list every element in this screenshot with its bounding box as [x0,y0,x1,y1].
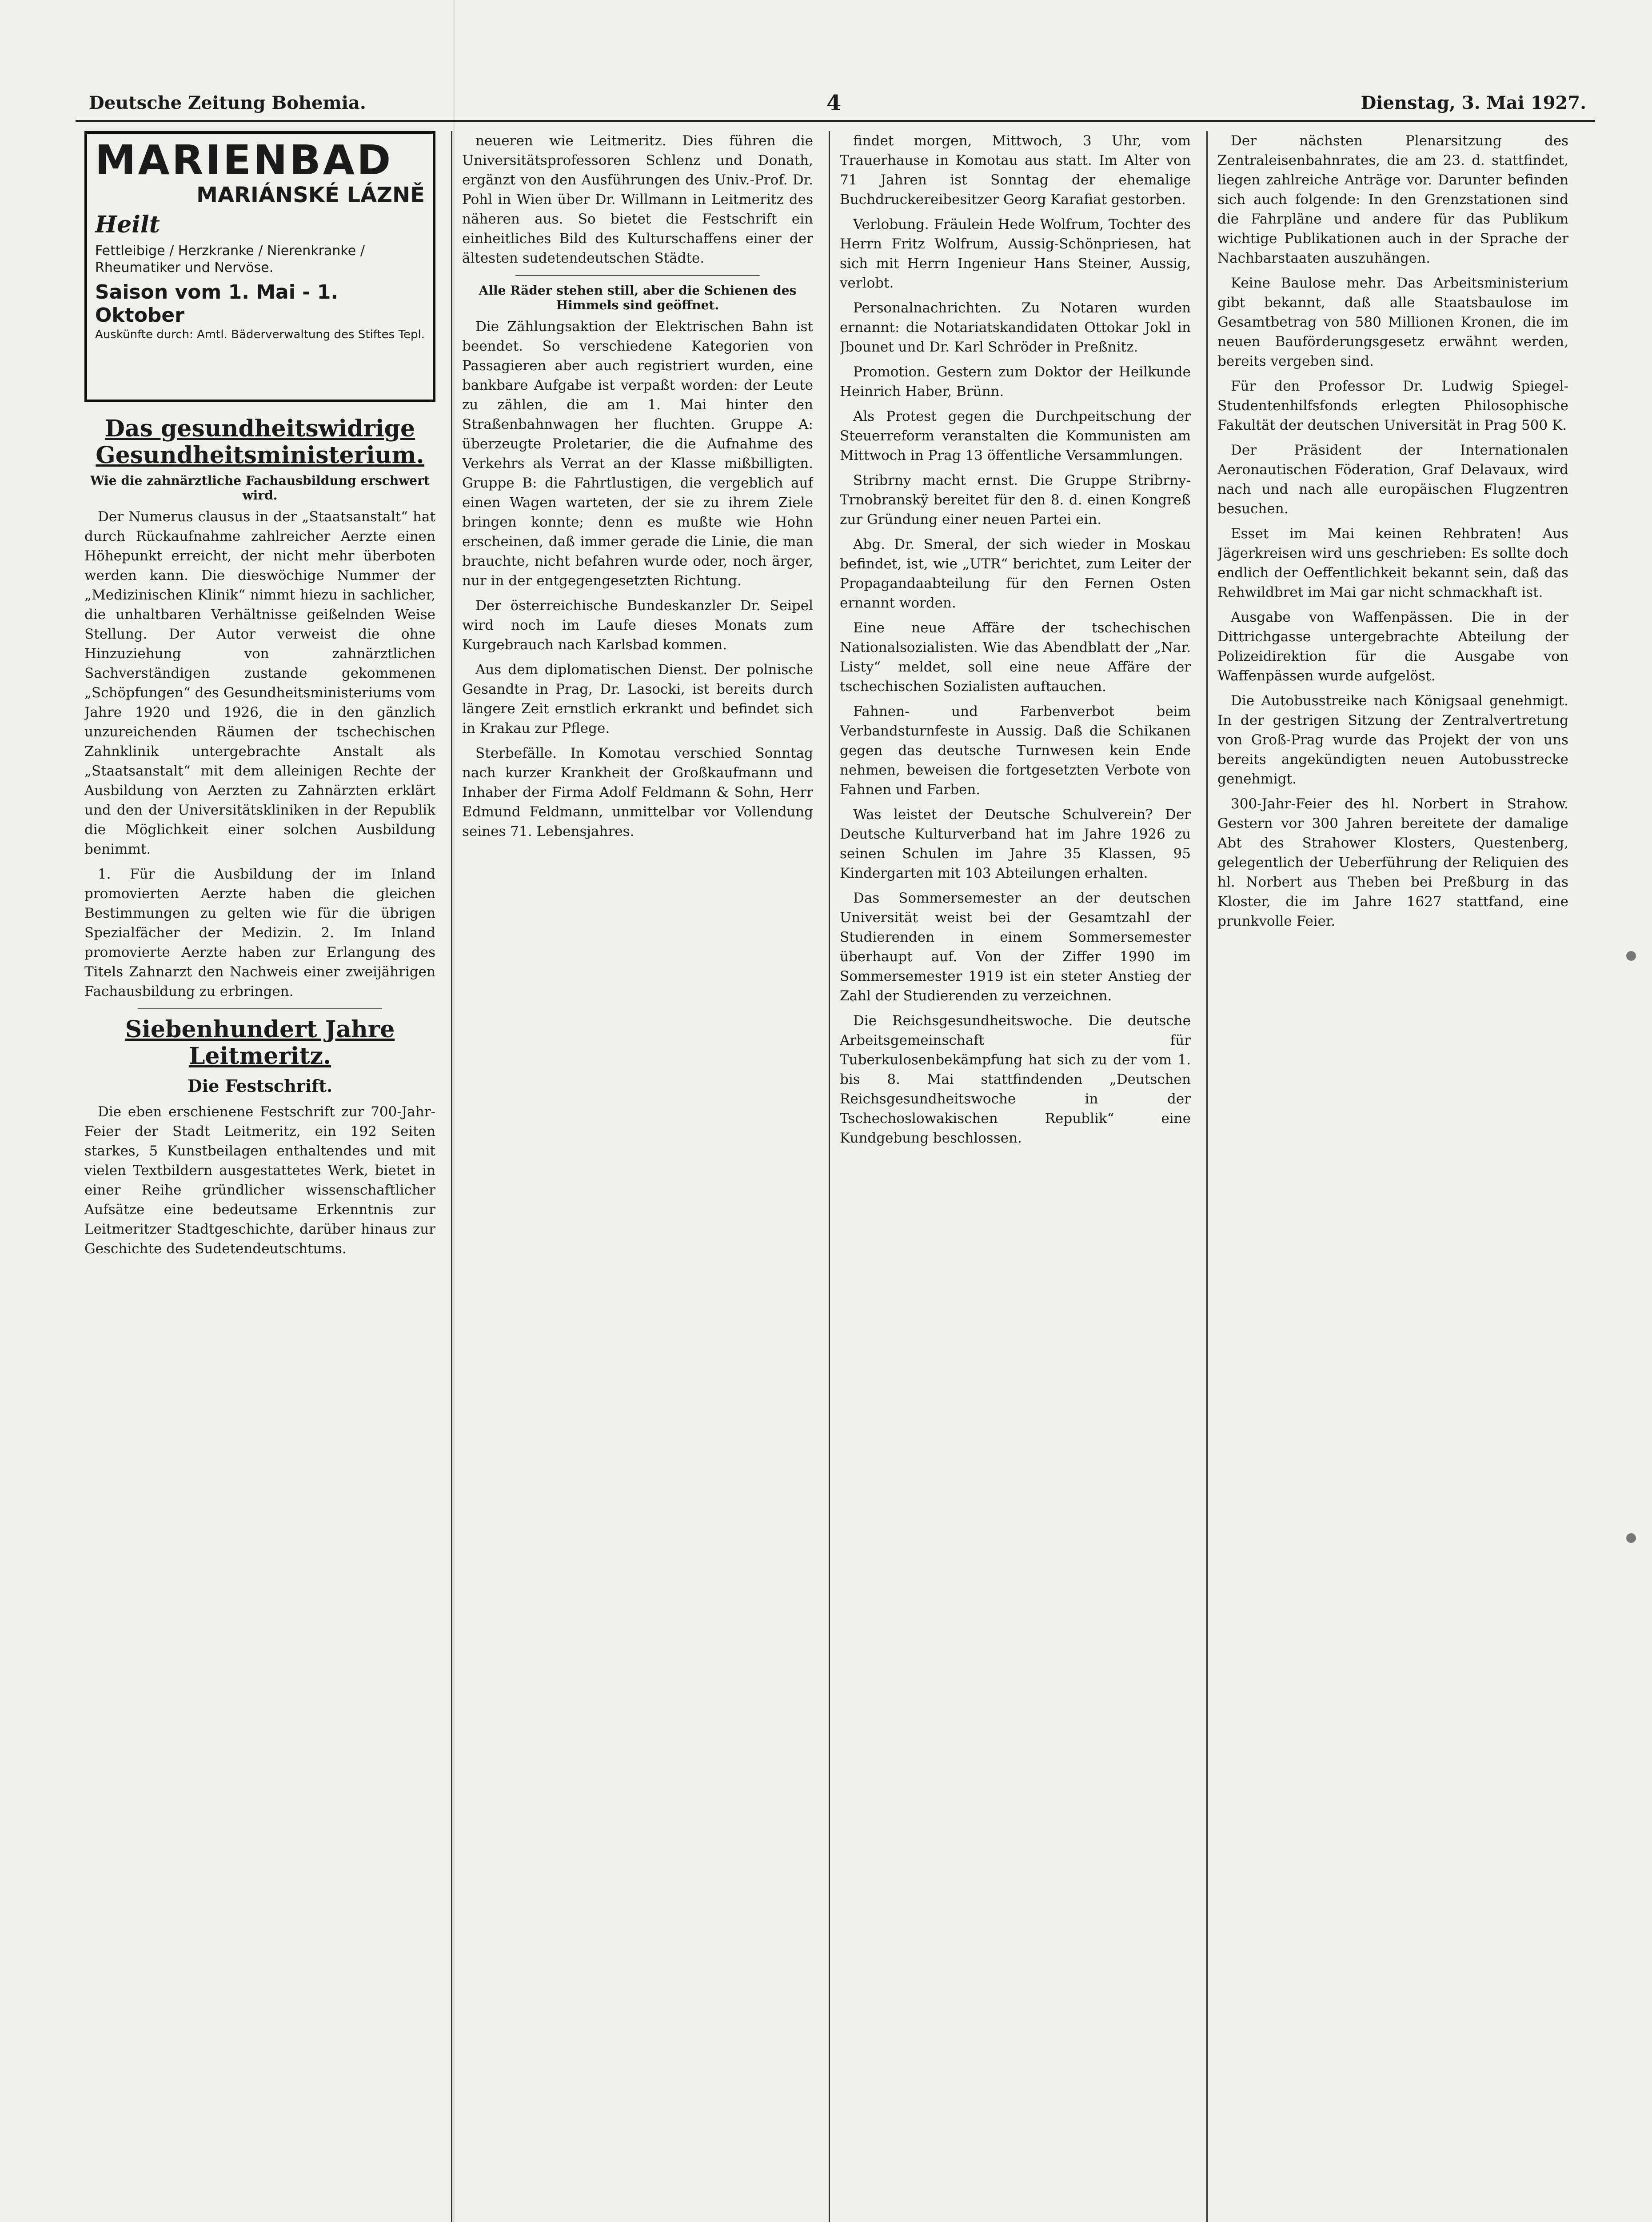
article-text: Verlobung. Fräulein Hede Wolfrum, Tochter des Herrn Fritz Wolfrum, Aussig-Schönpriesen, hat sich mit Herrn Ingenieur Hans Steiner, Aussig, verlobt. [840,216,1191,291]
article-text: Aus dem diplomatischen Dienst. Der polnische Gesandte in Prag, Dr. Lasocki, ist bereits durch längere Zeit ernstlich erkrankt und befindet sich in Krakau zur Pflege. [462,662,813,736]
article-text: Der österreichische Bundeskanzler Dr. Seipel wird noch im Laufe dieses Monats zum Kurgebrauch nach Karlsbad kommen. [462,598,813,653]
article-text: findet morgen, Mittwoch, 3 Uhr, vom Trauerhause in Komotau aus statt. Im Alter von 71 Jahren ist Sonntag der ehemalige Buchdruckereibesitzer Georg Karafiat gestorben. [840,133,1191,208]
ad-season: Saison vom 1. Mai - 1. Oktober [95,281,339,327]
column-rule [451,131,452,2222]
article-text: Der Numerus clausus in der „Staatsanstalt“ hat durch Rückaufnahme zahlreicher Aerzte einen Höhepunkt erreicht, der nicht mehr überboten werden kann. Die dieswöchige Nummer der „Medizinischen Klinik“ nimmt hiezu in sachlicher, die unhaltbaren Verhältnisse geißelnden Weise Stellung. Der Autor verweist die ohne Hinzuziehung von zahnärztlichen Sachverständigen zustande gekommenen „Schöpfungen“ des Gesundheitsministeriums vom Jahre 1920 und 1926, die in den gänzlich unzureichenden Räumen der tschechischen Zahnklinik untergebrachte Anstalt als „Staatsanstalt“ mit dem alleinigen Rechte der Ausbildung von Aerzten zu Zahnärzten erklärt und den der Universitätskliniken in der Republik die Möglichkeit einer solchen Ausbildung benimmt. [84,509,435,857]
article-text: neueren wie Leitmeritz. Dies führen die Universitätsprofessoren Schlenz und Donath, ergänzt von den Ausführungen des Univ.-Prof. Dr. Pohl in Wien über Dr. Willmann in Leitmeritz des näheren aus. So bietet die Festschrift ein einheitliches Bild des Kulturschaffens einer der ältesten sudetendeutschen Städte. [462,133,813,266]
article-text: Das Sommersemester an der deutschen Universität weist bei der Gesamtzahl der Studierenden in einem Sommersemester überhaupt auf. Von der Ziffer 1990 im Sommersemester 1919 ist ein steter Anstieg der Zahl der Studierenden zu verzeichnen. [840,890,1191,1004]
ad-title: MARIENBAD [95,136,393,184]
masthead-title: Deutsche Zeitung Bohemia. [89,92,366,113]
article-text: Keine Baulose mehr. Das Arbeitsministerium gibt bekannt, daß alle Staatsbaulose im Gesamtbetrag von 580 Millionen Kronen, die im neuen Bauförderungsgesetz erwähnt werden, bereits vergeben sind. [1217,275,1568,369]
article-text: Für den Professor Dr. Ludwig Spiegel-Studentenhilfsfonds erlegten Philosophische Fakultät der deutschen Universität in Prag 500 K. [1217,378,1568,433]
binding-hole [1626,951,1636,961]
divider [515,275,760,276]
article-text: Als Protest gegen die Durchpeitschung der Steuerreform veranstalten die Kommunisten am Mittwoch in Prag 13 öffentliche Versammlungen. [840,408,1191,464]
article-title: Siebenhundert Jahre Leitmeritz. [125,1016,395,1070]
column-2 [462,131,813,2222]
article-text: Abg. Dr. Smeral, der sich wieder in Moskau befindet, ist, wie „UTR“ berichtet, zum Leiter der Propagandaabteilung für den Fernen Osten ernannt worden. [840,536,1191,611]
column-rule [1206,131,1208,2222]
page-number: 4 [826,91,842,116]
article-text: Was leistet der Deutsche Schulverein? Der Deutsche Kulturverband hat im Jahre 1926 zu seinen Schulen im Jahre 35 Klassen, 95 Kindergarten mit 103 Abteilungen erhalten. [840,807,1191,881]
article-text: Ausgabe von Waffenpässen. Die in der Dittrichgasse untergebrachte Abteilung der Polizeidirektion für die Ausgabe von Waffenpässen wurde aufgelöst. [1217,609,1568,684]
article-title: Das gesundheitswidrige Gesundheitsministerium. [96,415,424,469]
column-3 [840,131,1191,2222]
article-text: Die eben erschienene Festschrift zur 700-Jahr-Feier der Stadt Leitmeritz, ein 192 Seiten starkes, 5 Kunstbeilagen enthaltendes und mit vielen Textbildern ausgestattetes Werk, bietet in einer Reihe gründlicher wissenschaftlicher Aufsätze eine bedeutsame Erkenntnis zur Leitmeritzer Stadtgeschichte, darüber hinaus zur Geschichte des Sudetendeutschtums. [84,1104,435,1257]
article-text: Sterbefälle. In Komotau verschied Sonntag nach kurzer Krankheit der Großkaufmann und Inhaber der Firma Adolf Feldmann & Sohn, Herr Edmund Feldmann, unmittelbar vor Vollendung seines 71. Lebensjahres. [462,745,813,839]
column-4 [1217,131,1568,2222]
article-text: Die Zählungsaktion der Elektrischen Bahn ist beendet. So verschiedene Kategorien von Passagieren aber auch registriert wurden, eine bankbare Aufgabe ist verpaßt worden: der Leute zu zählen, die am 1. Mai hinter den Straßenbahnwagen her fluchten. Gruppe A: überzeugte Proletarier, die die Aufnahme des Verkehrs als Verrat an der Klasse mißbilligten. Gruppe B: die Fahrtlustigen, die vergeblich auf einen Wagen warteten, der sie zu ihrem Ziele bringen konnte; denn es mußte wie Hohn erscheinen, daß immer gerade die Linie, die man brauchte, nicht befahren wurde oder, noch ärger, nur in der entgegengesetzten Richtung. [462,319,813,589]
article-text: Eine neue Affäre der tschechischen Nationalsozialisten. Wie das Abendblatt der „Nar. Listy“ meldet, soll eine neue Affäre der tschechischen Sozialisten auftauchen. [840,620,1191,695]
article-text: Promotion. Gestern zum Doktor der Heilkunde Heinrich Haber, Brünn. [840,364,1191,400]
article-text: Esset im Mai keinen Rehbraten! Aus Jägerkreisen wird uns geschrieben: Es sollte doch endlich der Oeffentlichkeit bekannt sein, daß das Rehwildbret im Mai gar nicht schmackhaft ist. [1217,526,1568,600]
divider [138,1008,382,1009]
column-rule [829,131,830,2222]
ad-heilt: Heilt [95,211,160,238]
article-text: Der nächsten Plenarsitzung des Zentraleisenbahnrates, die am 23. d. stattfindet, liegen zahlreiche Anträge vor. Darunter befinden sich auch folgende: In den Grenzstationen sind die Fahrpläne und andere für das Publikum wichtige Publikationen auch in der Sprache der Nachbarstaaten auszuhängen. [1217,133,1568,266]
article-subtitle: Die Festschrift. [187,1076,333,1096]
newspaper-page [76,89,1595,2222]
article-text: Stribrny macht ernst. Die Gruppe Stribrny-Trnobranskÿ bereitet für den 8. d. einen Kongreß zur Gründung einer neuen Partei ein. [840,472,1191,528]
article-text: 300-Jahr-Feier des hl. Norbert in Strahow. Gestern vor 300 Jahren bereitete der damalige Abt des Strahower Klosters, Questenberg, gelegentlich der Ueberführung der Reliquien des hl. Norbert aus Theben bei Preßburg in das Kloster, die im Jahre 1627 stattfand, eine prunkvolle Feier. [1217,796,1568,929]
article-text: Die Reichsgesundheitswoche. Die deutsche Arbeitsgemeinschaft für Tuberkulosenbekämpfung hat sich zu der vom 1. bis 8. Mai stattfindenden „Deutschen Reichsgesundheitswoche in der Tschechoslowakischen Republik“ eine Kundgebung beschlossen. [840,1013,1191,1146]
ad-info: Auskünfte durch: Amtl. Bäderverwaltung des Stiftes Tepl. [95,328,425,341]
article-text: Personalnachrichten. Zu Notaren wurden ernannt: die Notariatskandidaten Ottokar Jokl in Jbounet und Dr. Karl Schröder in Preßnitz. [840,300,1191,355]
article-lead: Alle Räder stehen still, aber die Schienen des Himmels sind geöffnet. [479,283,797,312]
article-text: Der Präsident der Internationalen Aeronautischen Föderation, Graf Delavaux, wird nach und nach alle europäischen Flugzentren besuchen. [1217,442,1568,517]
marienbad-ad [84,131,435,402]
masthead [76,89,1595,122]
article-lead: Wie die zahnärztliche Fachausbildung erschwert wird. [90,473,430,503]
masthead-date: Dienstag, 3. Mai 1927. [1361,92,1586,113]
article-text: 1. Für die Ausbildung der im Inland promovierten Aerzte haben die gleichen Bestimmungen zu gelten wie für die übrigen Spezialfächer der Medizin. 2. Im Inland promovierte Aerzte haben zur Erlangung des Titels Zahnarzt den Nachweis einer zweijährigen Fachausbildung zu erbringen. [84,866,435,999]
column-1 [84,131,435,2222]
binding-hole [1626,1533,1636,1543]
article-text: Fahnen- und Farbenverbot beim Verbandsturnfeste in Aussig. Daß die Schikanen gegen das deutsche Turnwesen kein Ende nehmen, beweisen die fortgesetzten Verbote von Fahnen und Farben. [840,703,1191,798]
article-text: Die Autobusstreike nach Königsaal genehmigt. In der gestrigen Sitzung der Zentralvertretung von Groß-Prag wurde das Projekt der von uns bereits angekündigten neuen Autobusstrecke genehmigt. [1217,693,1568,787]
ad-subtitle: MARIÁNSKÉ LÁZNĚ [196,183,425,208]
ad-body: Fettleibige / Herzkranke / Nierenkranke / Rheumatiker und Nervöse. [95,243,365,276]
